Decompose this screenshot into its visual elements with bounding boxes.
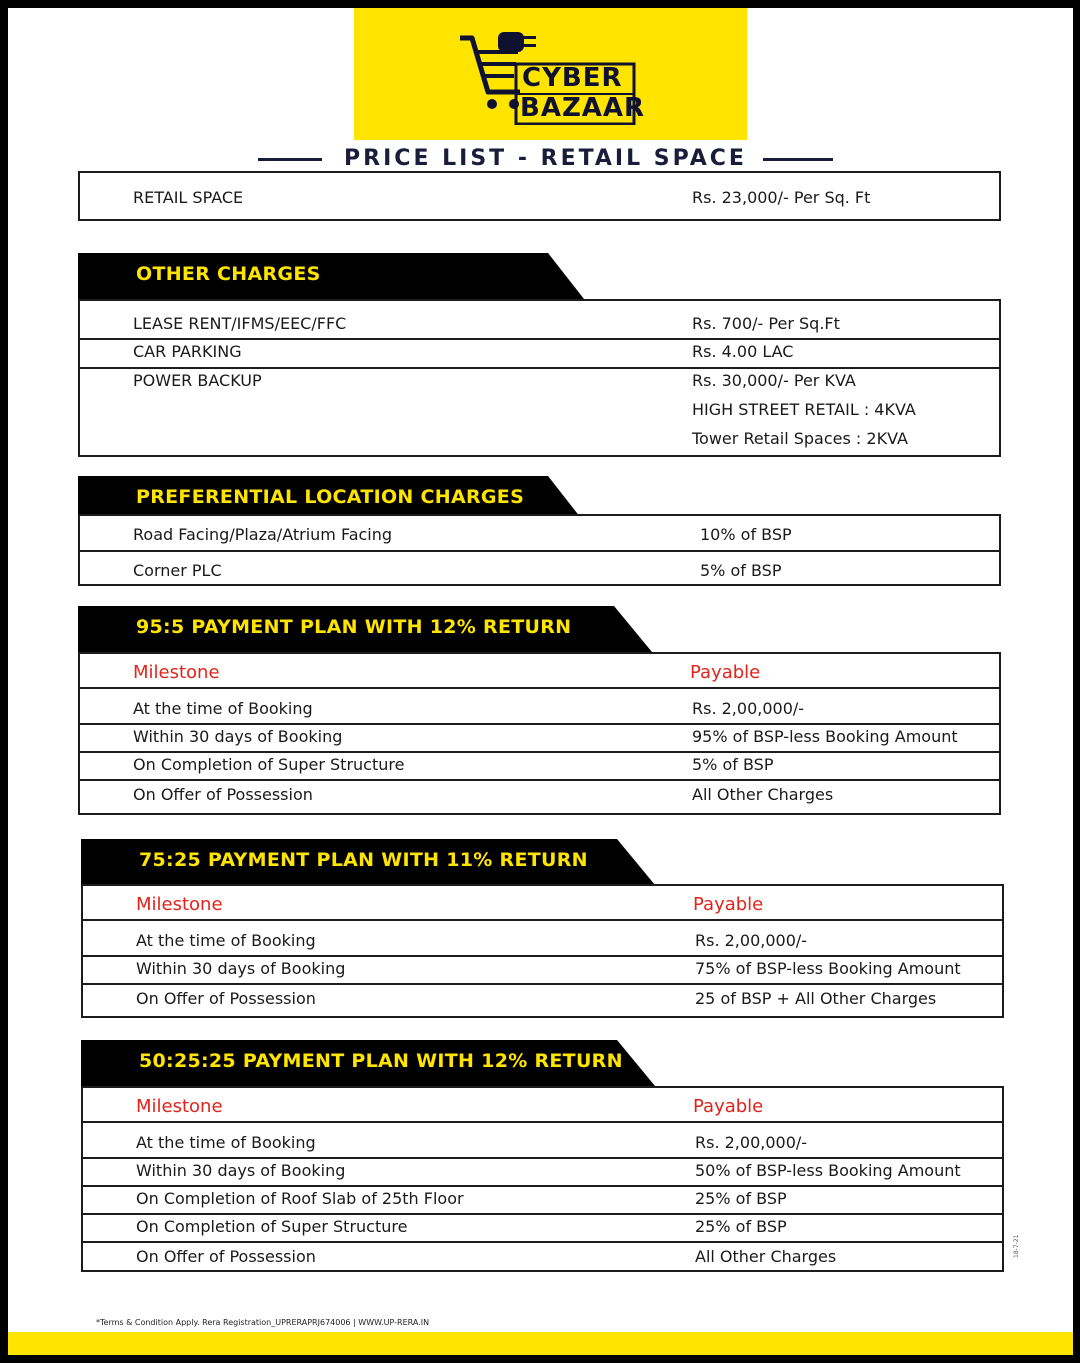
- plc-value: 10% of BSP: [700, 525, 792, 544]
- charge-value-line3: Tower Retail Spaces : 2KVA: [692, 429, 908, 448]
- milestone-label: Within 30 days of Booking: [136, 959, 346, 978]
- milestone-label: On Completion of Roof Slab of 25th Floor: [136, 1189, 464, 1208]
- table-row: [83, 983, 1002, 1018]
- payable-value: Rs. 2,00,000/-: [695, 931, 808, 950]
- milestone-label: On Offer of Possession: [136, 989, 316, 1008]
- column-header-payable: Payable: [693, 894, 764, 915]
- column-header-milestone: Milestone: [136, 1096, 223, 1117]
- plan-50-25-25-table: [81, 1086, 1004, 1272]
- charge-value: Rs. 4.00 LAC: [692, 342, 794, 361]
- payable-value: 75% of BSP-less Booking Amount: [695, 959, 961, 978]
- table-row: [80, 751, 999, 781]
- table-row: [80, 687, 999, 725]
- payable-value: 25% of BSP: [695, 1217, 787, 1236]
- column-header-milestone: Milestone: [136, 894, 223, 915]
- milestone-label: On Completion of Super Structure: [133, 755, 405, 774]
- charge-label: POWER BACKUP: [133, 371, 262, 390]
- charge-value: Rs. 700/- Per Sq.Ft: [692, 314, 840, 333]
- plan-75-25-header: [81, 839, 661, 885]
- price-list-page: [8, 8, 1073, 1355]
- retail-space-value: Rs. 23,000/- Per Sq. Ft: [692, 188, 871, 207]
- column-header-payable: Payable: [690, 662, 761, 683]
- retail-space-label: RETAIL SPACE: [133, 188, 244, 207]
- page-title-row: [258, 144, 833, 174]
- side-date-code: 18-7-21: [1013, 1234, 1020, 1258]
- milestone-label: On Offer of Possession: [133, 785, 313, 804]
- table-row: [83, 1157, 1002, 1187]
- plan-95-5-table: [78, 652, 1001, 815]
- table-row: [80, 723, 999, 753]
- milestone-label: At the time of Booking: [136, 1133, 316, 1152]
- plc-heading: PREFERENTIAL LOCATION CHARGES: [136, 486, 525, 508]
- table-row: [83, 919, 1002, 957]
- table-row: [80, 779, 999, 815]
- plan-95-5-heading: 95:5 PAYMENT PLAN WITH 12% RETURN: [136, 616, 572, 638]
- payable-value: 95% of BSP-less Booking Amount: [692, 727, 958, 746]
- payable-value: All Other Charges: [695, 1247, 837, 1266]
- payable-value: 5% of BSP: [692, 755, 774, 774]
- column-header-milestone: Milestone: [133, 662, 220, 683]
- logo-text-cyber: CYBER: [522, 63, 623, 93]
- table-row: [83, 1121, 1002, 1159]
- charge-value-line2: HIGH STREET RETAIL : 4KVA: [692, 400, 916, 419]
- table-header-row: [83, 1088, 1002, 1121]
- plan-50-25-25-header: [81, 1040, 661, 1086]
- page-title: PRICE LIST - RETAIL SPACE: [344, 146, 747, 171]
- logo-banner: [354, 8, 747, 140]
- milestone-label: Within 30 days of Booking: [133, 727, 343, 746]
- charge-value: Rs. 30,000/- Per KVA: [692, 371, 856, 390]
- milestone-label: Within 30 days of Booking: [136, 1161, 346, 1180]
- logo-text-bazaar: BAZAAR: [520, 93, 646, 123]
- other-charges-header: [78, 253, 588, 299]
- table-row: [80, 301, 999, 338]
- table-header-row: [80, 654, 999, 687]
- charge-label: LEASE RENT/IFMS/EEC/FFC: [133, 314, 347, 333]
- other-charges-heading: OTHER CHARGES: [136, 263, 321, 285]
- bottom-accent-bar: [8, 1332, 1073, 1355]
- column-header-payable: Payable: [693, 1096, 764, 1117]
- payable-value: Rs. 2,00,000/-: [692, 699, 805, 718]
- payable-value: 50% of BSP-less Booking Amount: [695, 1161, 961, 1180]
- table-row: [83, 1185, 1002, 1215]
- plan-95-5-header: [78, 606, 658, 652]
- milestone-label: At the time of Booking: [133, 699, 313, 718]
- plan-75-25-heading: 75:25 PAYMENT PLAN WITH 11% RETURN: [139, 849, 588, 871]
- table-row: [80, 367, 999, 457]
- plc-value: 5% of BSP: [700, 561, 782, 580]
- payable-value: 25 of BSP + All Other Charges: [695, 989, 937, 1008]
- table-row: [83, 955, 1002, 985]
- payable-value: 25% of BSP: [695, 1189, 787, 1208]
- charge-label: CAR PARKING: [133, 342, 242, 361]
- plc-label: Road Facing/Plaza/Atrium Facing: [133, 525, 393, 544]
- table-row: [80, 550, 999, 586]
- table-header-row: [83, 886, 1002, 919]
- payable-value: All Other Charges: [692, 785, 834, 804]
- terms-footnote: *Terms & Condition Apply. Rera Registration_UPRERAPRJ674006 | WWW.UP-RERA.IN: [96, 1318, 430, 1327]
- table-row: [80, 516, 999, 550]
- plan-50-25-25-heading: 50:25:25 PAYMENT PLAN WITH 12% RETURN: [139, 1050, 623, 1072]
- retail-space-box: [78, 171, 1001, 221]
- plc-table: [78, 514, 1001, 586]
- table-row: [80, 338, 999, 367]
- title-divider-right: [763, 158, 833, 161]
- table-row: [83, 1213, 1002, 1243]
- milestone-label: At the time of Booking: [136, 931, 316, 950]
- other-charges-table: [78, 299, 1001, 457]
- plan-75-25-table: [81, 884, 1004, 1018]
- milestone-label: On Offer of Possession: [136, 1247, 316, 1266]
- table-row: [83, 1241, 1002, 1272]
- payable-value: Rs. 2,00,000/-: [695, 1133, 808, 1152]
- milestone-label: On Completion of Super Structure: [136, 1217, 408, 1236]
- plc-label: Corner PLC: [133, 561, 222, 580]
